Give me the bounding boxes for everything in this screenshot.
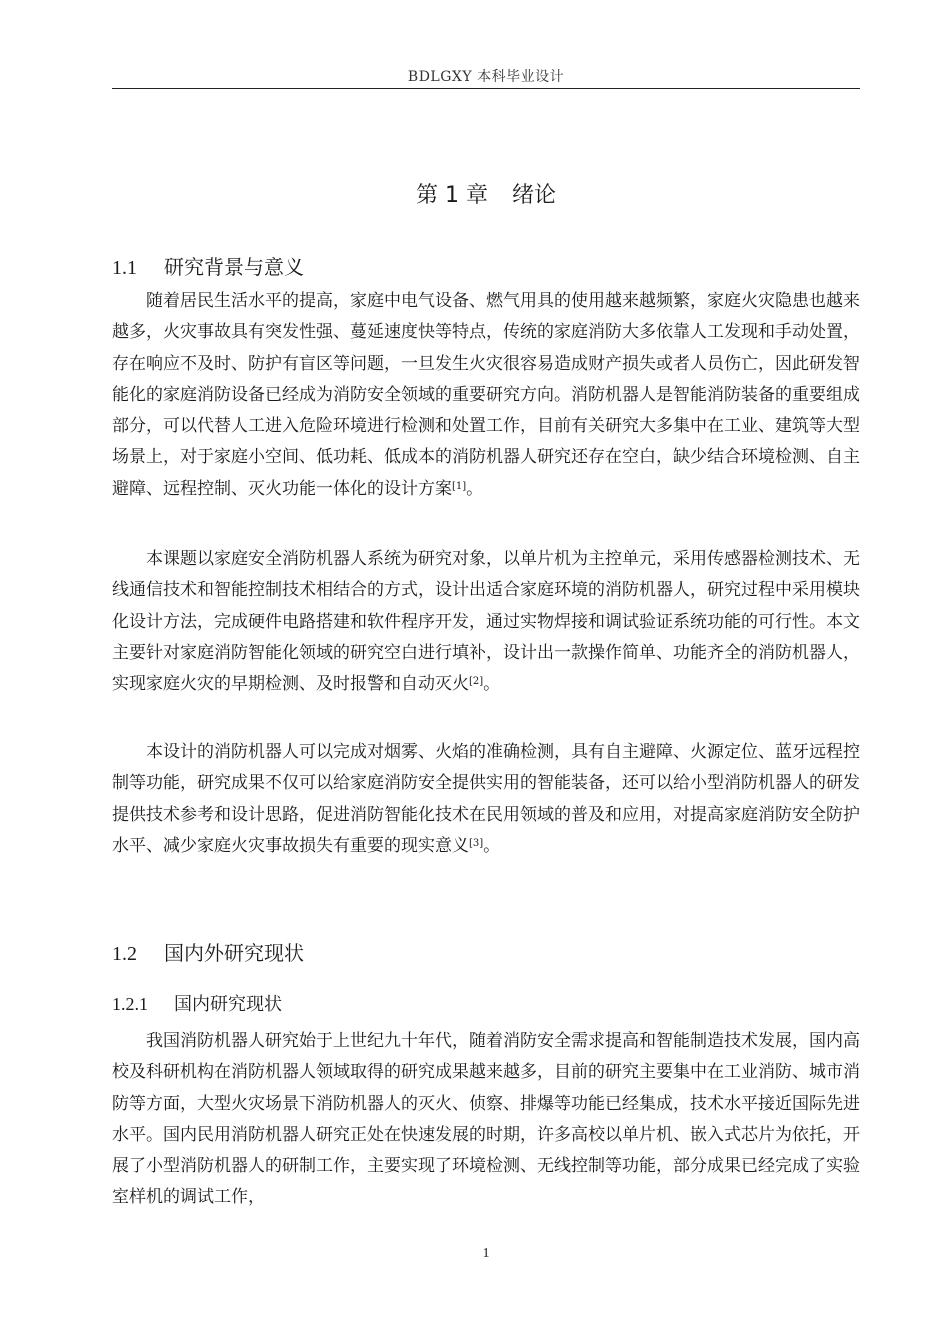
- paragraph-background-3: [112, 737, 860, 862]
- paragraph-domestic-research: [112, 1026, 860, 1214]
- section-title: 研究背景与意义: [164, 255, 304, 279]
- section-number: 1.2: [112, 943, 137, 965]
- paragraph-tail: 。: [466, 478, 484, 499]
- paragraph-tail: 。: [483, 835, 501, 856]
- chapter-name: 绪论: [511, 183, 556, 208]
- citation: [1]: [452, 480, 467, 492]
- chapter-title: [112, 178, 860, 209]
- header-rule: [112, 88, 860, 89]
- section-title: 国内研究现状: [174, 994, 282, 1015]
- page-number: 1: [482, 1246, 490, 1261]
- paragraph-text: 本课题以家庭安全消防机器人系统为研究对象，以单片机为主控单元，采用传感器检测技术、无线通信技术和智能控制技术相结合的方式，设计出适合家庭环境的消防机器人，研究过程中采用模块化设计方法，完成硬件电路搭建和软件程序开发，通过实物焊接和调试验证系统功能的可行性。本文主要针对家庭消防智能化领域的研究空白进行填补，设计出一款操作简单、功能齐全的消防机器人，实现家庭火灾的早期检测、及时报警和自动灭火: [112, 549, 860, 695]
- chapter-number: 第 1 章: [416, 183, 488, 208]
- paragraph-background-2: [112, 544, 860, 700]
- page-header: BDLGXY 本科毕业设计: [407, 69, 565, 85]
- citation: [2]: [469, 676, 484, 688]
- citation: [3]: [469, 837, 484, 849]
- section-heading-1-2-1: [112, 990, 282, 1016]
- paragraph-text: 本设计的消防机器人可以完成对烟雾、火焰的准确检测，具有自主避障、火源定位、蓝牙远程控制等功能，研究成果不仅可以给家庭消防安全提供实用的智能装备，还可以给小型消防机器人的研发提供技术参考和设计思路，促进消防智能化技术在民用领域的普及和应用，对提高家庭消防安全防护水平、减少家庭火灾事故损失有重要的现实意义: [112, 742, 860, 856]
- paragraph-text: 我国消防机器人研究始于上世纪九十年代，随着消防安全需求提高和智能制造技术发展，国内高校及科研机构在消防机器人领域取得的研究成果越来越多，目前的研究主要集中在工业消防、城市消防等方面，大型火灾场景下消防机器人的灭火、侦察、排爆等功能已经集成，技术水平接近国际先进水平。国内民用消防机器人研究正处在快速发展的时期，许多高校以单片机、嵌入式芯片为依托，开展了小型消防机器人的研制工作，主要实现了环境检测、无线控制等功能，部分成果已经完成了实验室样机的调试工作，: [112, 1031, 860, 1208]
- paragraph-text: 随着居民生活水平的提高，家庭中电气设备、燃气用具的使用越来越频繁，家庭火灾隐患也越来越多，火灾事故具有突发性强、蔓延速度快等特点，传统的家庭消防大多依靠人工发现和手动处置，存在响应不及时、防护有盲区等问题，一旦发生火灾很容易造成财产损失或者人员伤亡，因此研发智能化的家庭消防设备已经成为消防安全领域的重要研究方向。消防机器人是智能消防装备的重要组成部分，可以代替人工进入危险环境进行检测和处置工作，目前有关研究大多集中在工业、建筑等大型场景上，对于家庭小空间、低功耗、低成本的消防机器人研究还存在空白，缺少结合环境检测、自主避障、远程控制、灭火功能一体化的设计方案: [112, 291, 860, 499]
- paragraph-background-1: [112, 286, 860, 505]
- section-number: 1.1: [112, 257, 137, 279]
- section-title: 国内外研究现状: [164, 941, 304, 965]
- section-heading-1-1: [112, 251, 304, 280]
- section-number: 1.2.1: [112, 994, 148, 1014]
- paragraph-tail: 。: [483, 674, 501, 695]
- section-heading-1-2: [112, 937, 304, 966]
